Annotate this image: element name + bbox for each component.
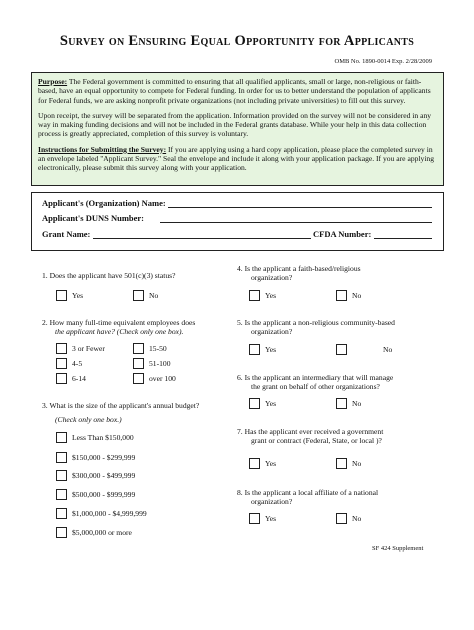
q2-opt-label: 6-14	[72, 374, 86, 383]
q7-no-checkbox[interactable]	[336, 458, 347, 469]
q2-opt-label: 51-100	[149, 359, 171, 368]
duns-label: Applicant's DUNS Number:	[42, 213, 145, 223]
instructions-label: Instructions for Submitting the Survey:	[38, 144, 167, 154]
q2-checkbox-15-50[interactable]	[133, 343, 144, 354]
duns-field[interactable]	[160, 222, 432, 223]
q7-yes-checkbox[interactable]	[249, 458, 260, 469]
q6-text-line2: the grant on behalf of other organizations?	[251, 382, 380, 391]
q1-yes-checkbox[interactable]	[56, 290, 67, 301]
q7-no-label: No	[352, 459, 362, 468]
q3-opt-label: $500,000 - $999,999	[72, 490, 136, 499]
q2-opt-label: 3 or Fewer	[72, 344, 105, 353]
cfda-label: CFDA Number:	[313, 229, 372, 239]
q6-no-label: No	[352, 399, 362, 408]
grant-name-field[interactable]	[93, 238, 311, 239]
q5-yes-checkbox[interactable]	[249, 344, 260, 355]
q5-no-checkbox[interactable]	[336, 344, 347, 355]
org-name-field[interactable]	[168, 207, 432, 208]
q5-text-line2: organization?	[251, 327, 293, 336]
q7-text-line2: grant or contract (Federal, State, or local )?	[251, 436, 382, 445]
purpose-para2: Upon receipt, the survey will be separated from the application. Information provided on the survey will not be considered in any way in making funding decisions and will not be included in the Federal grants database. While your help in this data collection process is greatly appreciated, completion of this survey is voluntary.	[38, 110, 432, 139]
q5-yes-label: Yes	[265, 345, 277, 354]
q3-note: (Check only one box.)	[55, 415, 122, 424]
q1-text: 1. Does the applicant have 501(c)(3) status?	[42, 271, 176, 280]
q3-checkbox-5m-plus[interactable]	[56, 527, 67, 538]
q8-yes-checkbox[interactable]	[249, 513, 260, 524]
q8-yes-label: Yes	[265, 514, 277, 523]
form-supplement-label: SF 424 Supplement	[372, 545, 424, 552]
q2-checkbox-3-or-fewer[interactable]	[56, 343, 67, 354]
q3-opt-label: $150,000 - $299,999	[72, 453, 136, 462]
q8-text-line1: 8. Is the applicant a local affiliate of a national	[237, 488, 379, 497]
q2-opt-label: 4-5	[72, 359, 83, 368]
q7-text-line1: 7. Has the applicant ever received a government	[237, 427, 384, 436]
q3-opt-label: $300,000 - $499,999	[72, 471, 136, 480]
q3-checkbox-150k-299k[interactable]	[56, 452, 67, 463]
q8-text-line2: organization?	[251, 497, 293, 506]
q2-checkbox-4-5[interactable]	[56, 358, 67, 369]
q3-checkbox-1m-4.9m[interactable]	[56, 508, 67, 519]
q4-no-checkbox[interactable]	[336, 290, 347, 301]
q4-text-line1: 4. Is the applicant a faith-based/religious	[237, 264, 361, 273]
q2-checkbox-51-100[interactable]	[133, 358, 144, 369]
q5-no-label: No	[383, 345, 393, 354]
purpose-label: Purpose:	[38, 77, 68, 86]
purpose-box	[31, 72, 444, 186]
q2-text-line1: 2. How many full-time equivalent employees does	[42, 318, 196, 327]
q6-yes-checkbox[interactable]	[249, 398, 260, 409]
q4-yes-checkbox[interactable]	[249, 290, 260, 301]
q3-checkbox-500k-999k[interactable]	[56, 489, 67, 500]
q7-yes-label: Yes	[265, 459, 277, 468]
q3-checkbox-300k-499k[interactable]	[56, 470, 67, 481]
q6-text-line1: 6. Is the applicant an intermediary that will manage	[237, 373, 394, 382]
q8-no-checkbox[interactable]	[336, 513, 347, 524]
q3-checkbox-lt-150k[interactable]	[56, 432, 67, 443]
omb-number: OMB No. 1890-0014 Exp. 2/28/2009	[334, 58, 432, 65]
q2-checkbox-6-14[interactable]	[56, 373, 67, 384]
org-name-label: Applicant's (Organization) Name:	[42, 198, 166, 208]
q2-opt-label: over 100	[149, 374, 176, 383]
instructions-text: If you are applying using a hard copy application, please place the completed survey in an envelope labeled "Applicant Survey." Seal the envelope and include it along with your application package. If you are applying electronically, please submit this survey along with your application.	[38, 144, 435, 173]
q2-text-line2: the applicant have? (Check only one box).	[55, 327, 184, 336]
q5-text-line1: 5. Is the applicant a non-religious community-based	[237, 318, 395, 327]
q6-yes-label: Yes	[265, 399, 277, 408]
q1-no-label: No	[149, 291, 159, 300]
page-title: Survey on Ensuring Equal Opportunity for Applicants	[59, 33, 415, 49]
q4-no-label: No	[352, 291, 362, 300]
q4-text-line2: organization?	[251, 273, 293, 282]
q3-opt-label: Less Than $150,000	[72, 433, 134, 442]
q8-no-label: No	[352, 514, 362, 523]
q3-opt-label: $5,000,000 or more	[72, 528, 132, 537]
q4-yes-label: Yes	[265, 291, 277, 300]
q2-checkbox-over-100[interactable]	[133, 373, 144, 384]
q1-no-checkbox[interactable]	[133, 290, 144, 301]
q3-opt-label: $1,000,000 - $4,999,999	[72, 509, 147, 518]
grant-name-label: Grant Name:	[42, 229, 91, 239]
cfda-field[interactable]	[374, 238, 432, 239]
q2-opt-label: 15-50	[149, 344, 167, 353]
q1-yes-label: Yes	[72, 291, 84, 300]
q6-no-checkbox[interactable]	[336, 398, 347, 409]
purpose-text: The Federal government is committed to ensuring that all qualified applicants, small or large, non-religious or faith-based, have an equal opportunity to compete for Federal funding. In order for us to better understand the population of applicants for Federal funds, we are asking nonprofit private organizations (not including private universities) to fill out this survey.	[38, 77, 431, 105]
q3-text: 3. What is the size of the applicant's annual budget?	[42, 401, 200, 410]
